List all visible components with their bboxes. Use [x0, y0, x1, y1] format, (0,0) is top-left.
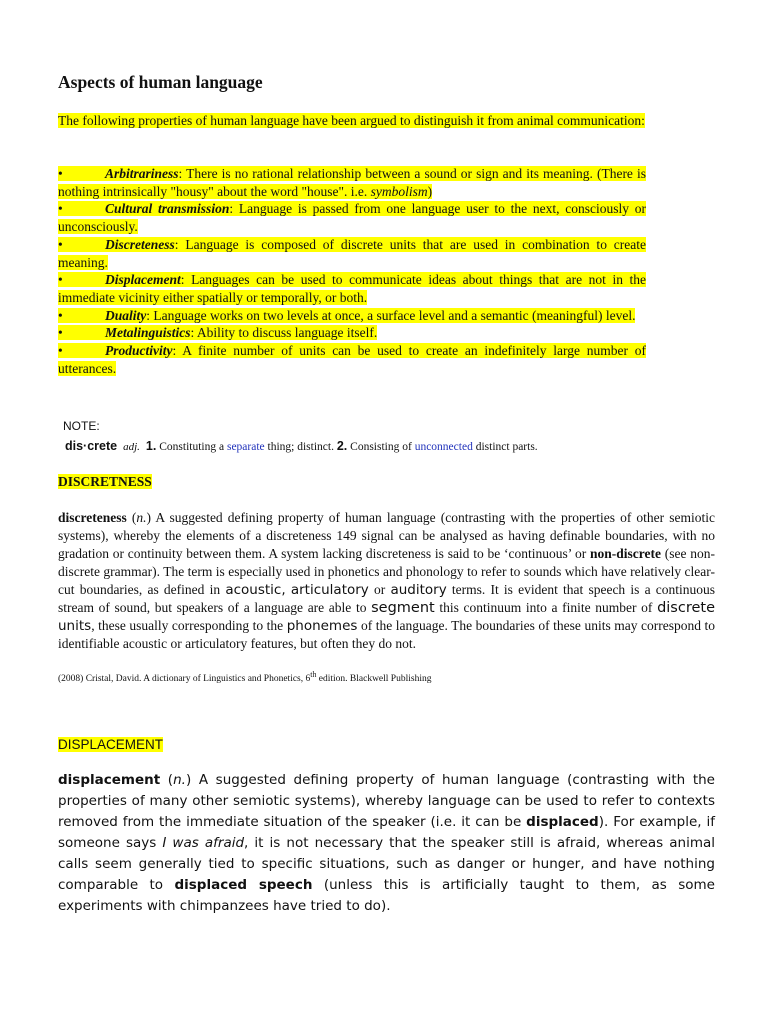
page-title: Aspects of human language	[58, 72, 263, 92]
note-label: NOTE:	[63, 419, 100, 433]
citation-text: (2008) Cristal, David. A dictionary of Linguistics and Phonetics, 6	[58, 674, 311, 685]
citation-text: edition. Blackwell Publishing	[316, 674, 432, 685]
displacement-paragraph	[58, 770, 715, 917]
list-item	[58, 342, 646, 377]
list-item	[58, 236, 646, 271]
discretness-heading-text: DISCRETNESS	[58, 474, 152, 489]
term: displaced	[526, 814, 599, 830]
headword: dis·crete	[65, 439, 118, 453]
property-text: : A finite number of units can be used to create an indefinitely large number of utterances.	[58, 343, 646, 376]
intro-text: The following properties of human language have been argued to distinguish it from animal communication:	[58, 113, 645, 128]
text: of the language. The boundaries of these units may correspond to identifiable acoustic or articulatory features, but often they do not.	[58, 618, 715, 651]
text: discrete	[657, 600, 715, 616]
property-term: Arbitrariness	[105, 166, 179, 181]
bullet-marker: •	[58, 236, 63, 252]
term: non-discrete	[589, 546, 661, 561]
property-text: : Language is composed of discrete units that are used in combination to create meaning.	[58, 236, 646, 270]
property-term: Metalinguistics	[105, 325, 191, 341]
sense-text: distinct parts.	[472, 441, 538, 453]
property-text: : There is no rational relationship between a sound or sign and its meaning. (There is nothing intrinsically "housy" about the word "house". i.e.	[58, 166, 646, 199]
text: n.	[173, 772, 186, 788]
text: I was afraid	[162, 835, 245, 851]
citation-sup: th	[310, 670, 317, 679]
sense-text: Consisting of	[347, 441, 415, 453]
part-of-speech: adj.	[123, 441, 140, 453]
sense-number: 2.	[336, 439, 348, 453]
text: (	[126, 510, 137, 525]
term: displacement	[58, 772, 161, 788]
sense-number: 1.	[145, 439, 157, 453]
text: segment	[371, 600, 435, 616]
text: units	[58, 618, 92, 634]
text: auditory	[390, 582, 447, 598]
citation	[58, 669, 646, 685]
text: n.	[136, 510, 147, 525]
bullet-marker: •	[58, 343, 63, 359]
property-term: Cultural transmission	[105, 201, 230, 217]
list-item	[58, 200, 646, 235]
text: or	[368, 582, 391, 597]
property-text: : Ability to discuss language itself.	[190, 325, 378, 341]
property-text: : Languages can be used to communicate ideas about things that are not in the immediate vicinity either spatially or temporally, or both.	[58, 272, 646, 305]
text: phonemes	[286, 618, 358, 634]
intro-paragraph	[58, 112, 646, 130]
property-term: Discreteness	[105, 236, 175, 252]
property-emphasis: symbolism	[370, 183, 428, 199]
sense-text: thing; distinct.	[264, 441, 337, 453]
bullet-marker: •	[58, 325, 63, 341]
text: (unless this is artificially taught to them, as some experiments with chimpanzees have tried to do).	[58, 877, 715, 914]
property-text: : Language is passed from one language user to the next, consciously or unconsciously.	[58, 201, 646, 235]
text: articulatory	[290, 582, 369, 598]
text: ) A suggested defining property of human language (contrasting with the properties of other semiotic systems), whereby the elements of a discreteness 149 signal can be analysed as having definable boundaries, with no gradation or continuity between them. A system lacking discreteness is said to be ‘continuous’ or	[58, 510, 715, 561]
displacement-heading	[58, 737, 646, 752]
property-text-end: )	[427, 183, 433, 199]
text: (	[160, 772, 174, 788]
bullet-marker: •	[58, 272, 63, 288]
text: , these usually corresponding to the	[91, 618, 287, 633]
separate-link[interactable]: separate	[226, 441, 265, 453]
property-term: Displacement	[105, 272, 181, 288]
properties-list	[58, 165, 646, 377]
text: this continuum into a finite number of	[434, 600, 658, 615]
text: ) A suggested defining property of human language (contrasting with the properties of many other semiotic systems), whereby language can be used to refer to contexts removed from the immediate situation of the speaker (i.e. it can be	[58, 772, 715, 830]
discretness-heading	[58, 473, 646, 490]
property-term: Duality	[105, 307, 147, 323]
dictionary-definition	[65, 438, 665, 455]
text: , it is not necessary that the speaker still is afraid, whereas animal calls seem generally tied to specific situations, such as danger or hunger, and have nothing comparable to	[58, 835, 715, 893]
list-item	[58, 271, 646, 306]
property-text: : Language works on two levels at once, a surface level and a semantic (meaningful) level.	[146, 307, 636, 323]
term: displaced speech	[174, 877, 313, 893]
bullet-marker: •	[58, 166, 63, 181]
sense-text: Constituting a	[156, 441, 227, 453]
list-item	[58, 307, 646, 325]
text: ). For example, if someone says	[58, 814, 715, 851]
discreteness-paragraph	[58, 509, 715, 653]
list-item	[58, 165, 646, 200]
text: terms. It is evident that speech is a continuous stream of sound, but speakers of a language are able to	[58, 582, 716, 615]
text: (see non-discrete grammar). The term is especially used in phonetics and phonology to refer to sounds which have relatively clear-cut boundaries, as defined in	[58, 546, 715, 597]
bullet-marker: •	[58, 201, 63, 217]
displacement-heading-text: DISPLACEMENT	[58, 737, 164, 752]
unconnected-link[interactable]: unconnected	[414, 441, 473, 453]
property-term: Productivity	[105, 343, 173, 359]
list-item	[58, 324, 646, 342]
bullet-marker: •	[58, 307, 63, 323]
term: discreteness	[58, 510, 127, 525]
text: acoustic,	[225, 582, 286, 598]
